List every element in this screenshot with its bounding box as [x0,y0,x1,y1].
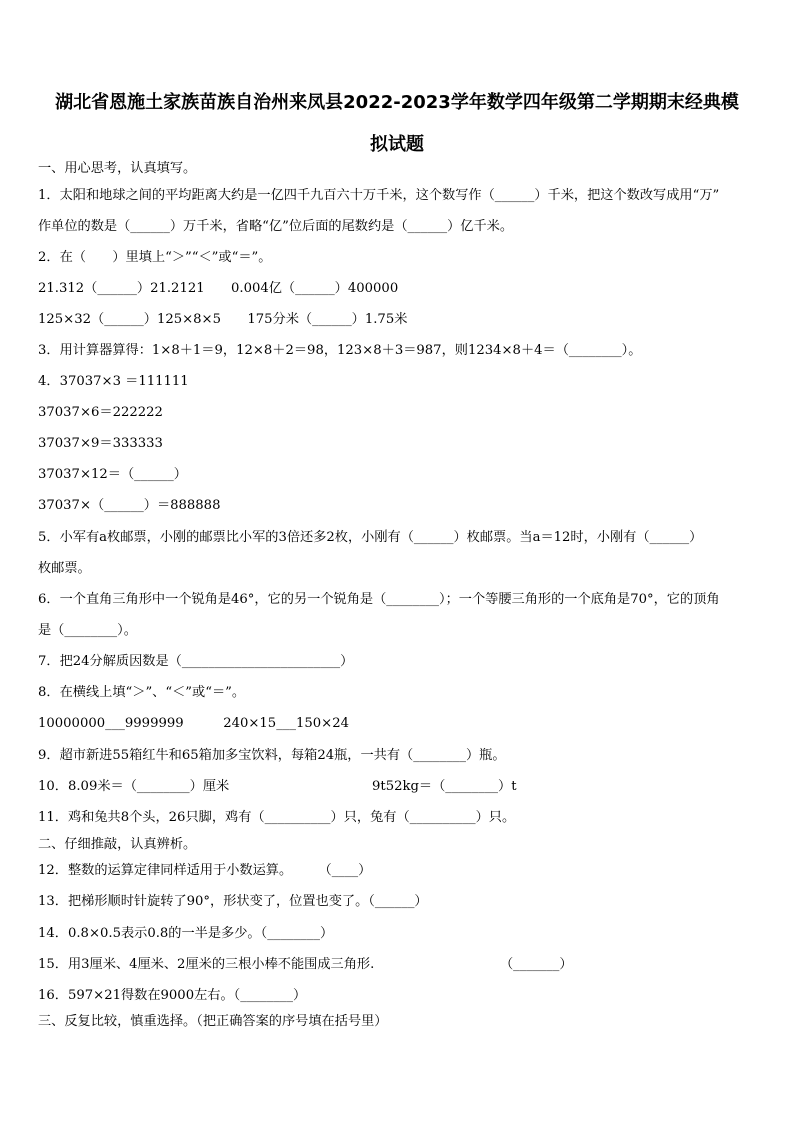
question-12: 12．整数的运算定律同样适用于小数运算。 （____） [38,863,372,878]
question-4-line-2: 37037×6＝222222 [38,405,163,420]
document-title-line-1: 湖北省恩施土家族苗族自治州来凤县2022-2023学年数学四年级第二学期期末经典模 [55,92,739,113]
section-heading-1: 一、用心思考，认真填写。 [38,161,197,176]
question-4-line-5: 37037×（______）＝888888 [38,498,221,513]
document-title-line-2: 拟试题 [370,134,424,155]
question-1-line-1: 1．太阳和地球之间的平均距离大约是一亿四千九百六十万千米，这个数写作（______）千米，把这个数改写成用“万” [38,188,720,203]
question-9: 9．超市新进55箱红牛和65箱加多宝饮料，每箱24瓶，一共有（________）瓶。 [38,748,506,763]
question-11: 11．鸡和兔共8个头，26只脚，鸡有（__________）只，兔有（__________）只。 [38,810,516,825]
question-10-right: 9t52kg＝（________）t [372,779,517,794]
question-2-row-2: 125×32（______）125×8×5 175分米（______）1.75米 [38,312,408,327]
question-14: 14．0.8×0.5表示0.8的一半是多少。（________） [38,926,334,941]
question-13: 13．把梯形顺时针旋转了90°，形状变了，位置也变了。（______） [38,894,428,909]
question-16: 16．597×21得数在9000左右。（________） [38,988,307,1003]
question-6-line-2: 是（________）。 [38,623,137,638]
question-4-line-1: 4．37037×3 ＝111111 [38,374,189,389]
question-5-line-1: 5．小军有a枚邮票，小刚的邮票比小军的3倍还多2枚，小刚有（______）枚邮票。当a＝12时，小刚有（______） [38,530,703,545]
question-2-row-1: 21.312（______）21.2121 0.004亿（______）400000 [38,281,399,296]
question-1-line-2: 作单位的数是（______）万千米，省略“亿”位后面的尾数约是（______）亿千米。 [38,219,514,234]
question-6-line-1: 6．一个直角三角形中一个锐角是46°，它的另一个锐角是（________）；一个等腰三角形的一个底角是70°，它的顶角 [38,592,720,607]
section-heading-3: 三、反复比较，慎重选择。（把正确答案的序号填在括号里） [38,1014,388,1029]
question-2: 2．在（ ）里填上“＞”“＜”或“＝”。 [38,250,272,265]
question-8: 8．在横线上填“＞”、“＜”或“＝”。 [38,685,246,700]
question-7: 7．把24分解质因数是（________________________） [38,654,354,669]
question-4-line-3: 37037×9＝333333 [38,436,163,451]
question-8-row: 10000000___9999999 240×15___150×24 [38,716,349,731]
section-heading-2: 二、仔细推敲，认真辨析。 [38,837,197,852]
question-15-answer-blank: （_______） [500,957,573,972]
question-15: 15．用3厘米、4厘米、2厘米的三根小棒不能围成三角形. [38,957,375,972]
question-5-line-2: 枚邮票。 [38,561,91,576]
question-3: 3．用计算器算得：1×8＋1＝9，12×8＋2＝98，123×8＋3＝987，则1234×8＋4＝（________）。 [38,343,642,358]
question-10-left: 10．8.09米＝（________）厘米 [38,779,230,794]
question-4-line-4: 37037×12＝（______） [38,467,187,482]
